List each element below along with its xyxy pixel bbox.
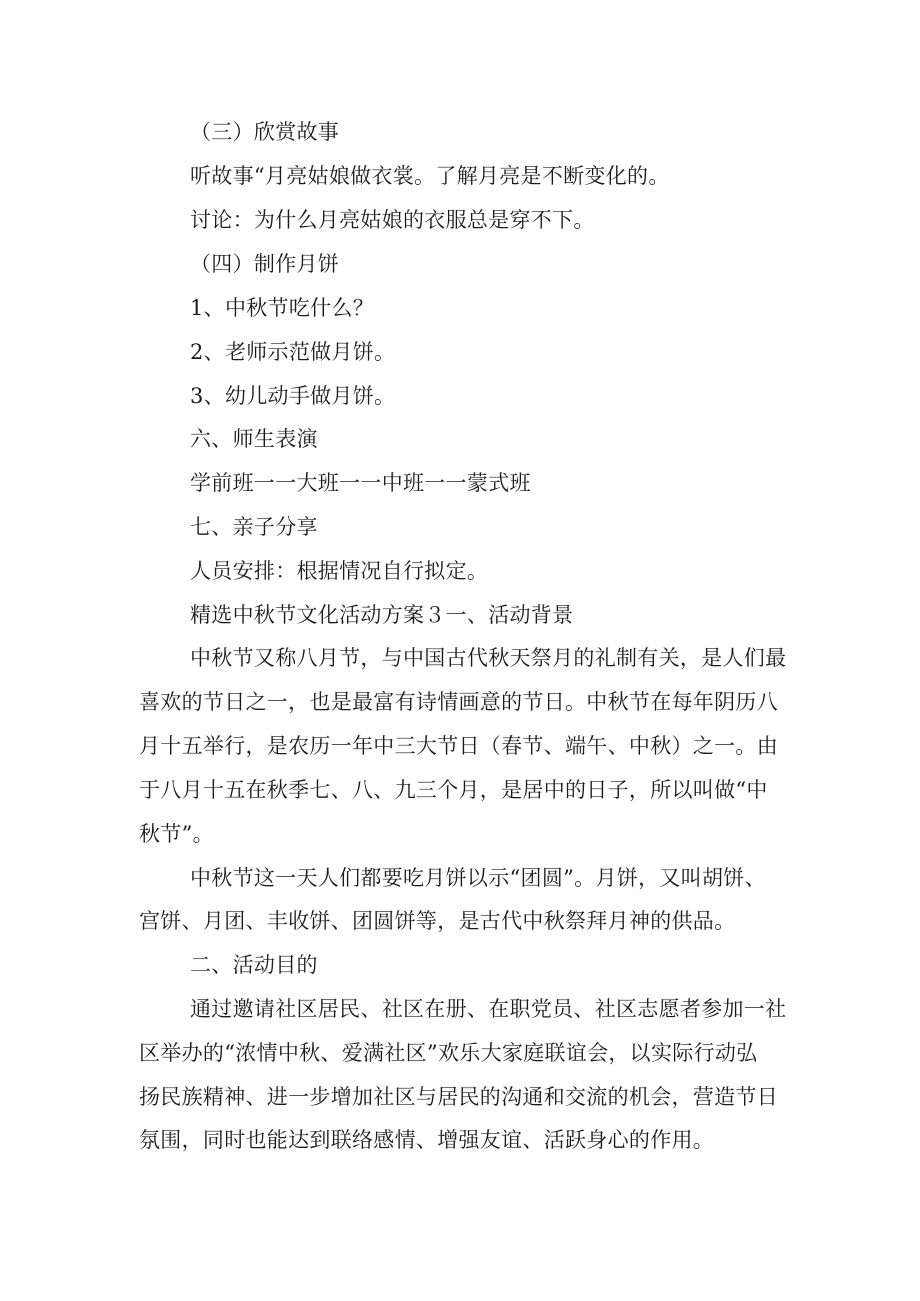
paragraph-line: 学前班一一大班一一中班一一蒙式班: [190, 471, 531, 495]
paragraph-line: 月十五举行，是农历一年中三大节日（春节、端午、中秋）之一。由: [139, 734, 778, 758]
paragraph-line: 区举办的“浓情中秋、爱满社区”欢乐大家庭联谊会，以实际行动弘: [139, 1041, 758, 1065]
paragraph-line: 中秋节这一天人们都要吃月饼以示“团圆”。月饼，又叫胡饼、: [190, 866, 766, 890]
list-item: 3、幼儿动手做月饼。: [190, 384, 396, 408]
paragraph-line: 氛围，同时也能达到联络感情、增强友谊、活跃身心的作用。: [139, 1128, 715, 1152]
paragraph-line: 听故事“月亮姑娘做衣裳。了解月亮是不断变化的。: [190, 164, 670, 188]
paragraph-line: 宫饼、月团、丰收饼、团圆饼等，是古代中秋祭拜月神的供品。: [139, 909, 736, 933]
paragraph-line: 于八月十五在秋季七、八、九三个月，是居中的日子，所以叫做“中: [139, 778, 768, 802]
paragraph-line: 喜欢的节日之一，也是最富有诗情画意的节日。中秋节在每年阴历八: [139, 690, 778, 714]
paragraph-line: 通过邀请社区居民、社区在册、在职党员、社区志愿者参加一社: [190, 997, 787, 1021]
paragraph-line: 讨论：为什么月亮姑娘的衣服总是穿不下。: [190, 208, 595, 232]
list-item: 1、中秋节吃什么？: [190, 296, 375, 320]
section-heading-performance: 六、师生表演: [190, 427, 318, 451]
paragraph-line: 中秋节又称八月节，与中国古代秋天祭月的礼制有关，是人们最: [190, 646, 787, 670]
paragraph-line: 扬民族精神、进一步增加社区与居民的沟通和交流的机会，营造节日: [139, 1085, 778, 1109]
section-heading-appreciate-story: （三）欣赏故事: [190, 120, 340, 144]
section-heading-make-mooncakes: （四）制作月饼: [190, 252, 340, 276]
plan-title: 精选中秋节文化活动方案３一、活动背景: [190, 603, 574, 627]
section-heading-objective: 二、活动目的: [190, 953, 318, 977]
list-item: 2、老师示范做月饼。: [190, 340, 396, 364]
section-heading-sharing: 七、亲子分享: [190, 515, 318, 539]
paragraph-line: 人员安排：根据情况自行拟定。: [190, 559, 489, 583]
paragraph-line: 秋节”。: [139, 822, 214, 846]
